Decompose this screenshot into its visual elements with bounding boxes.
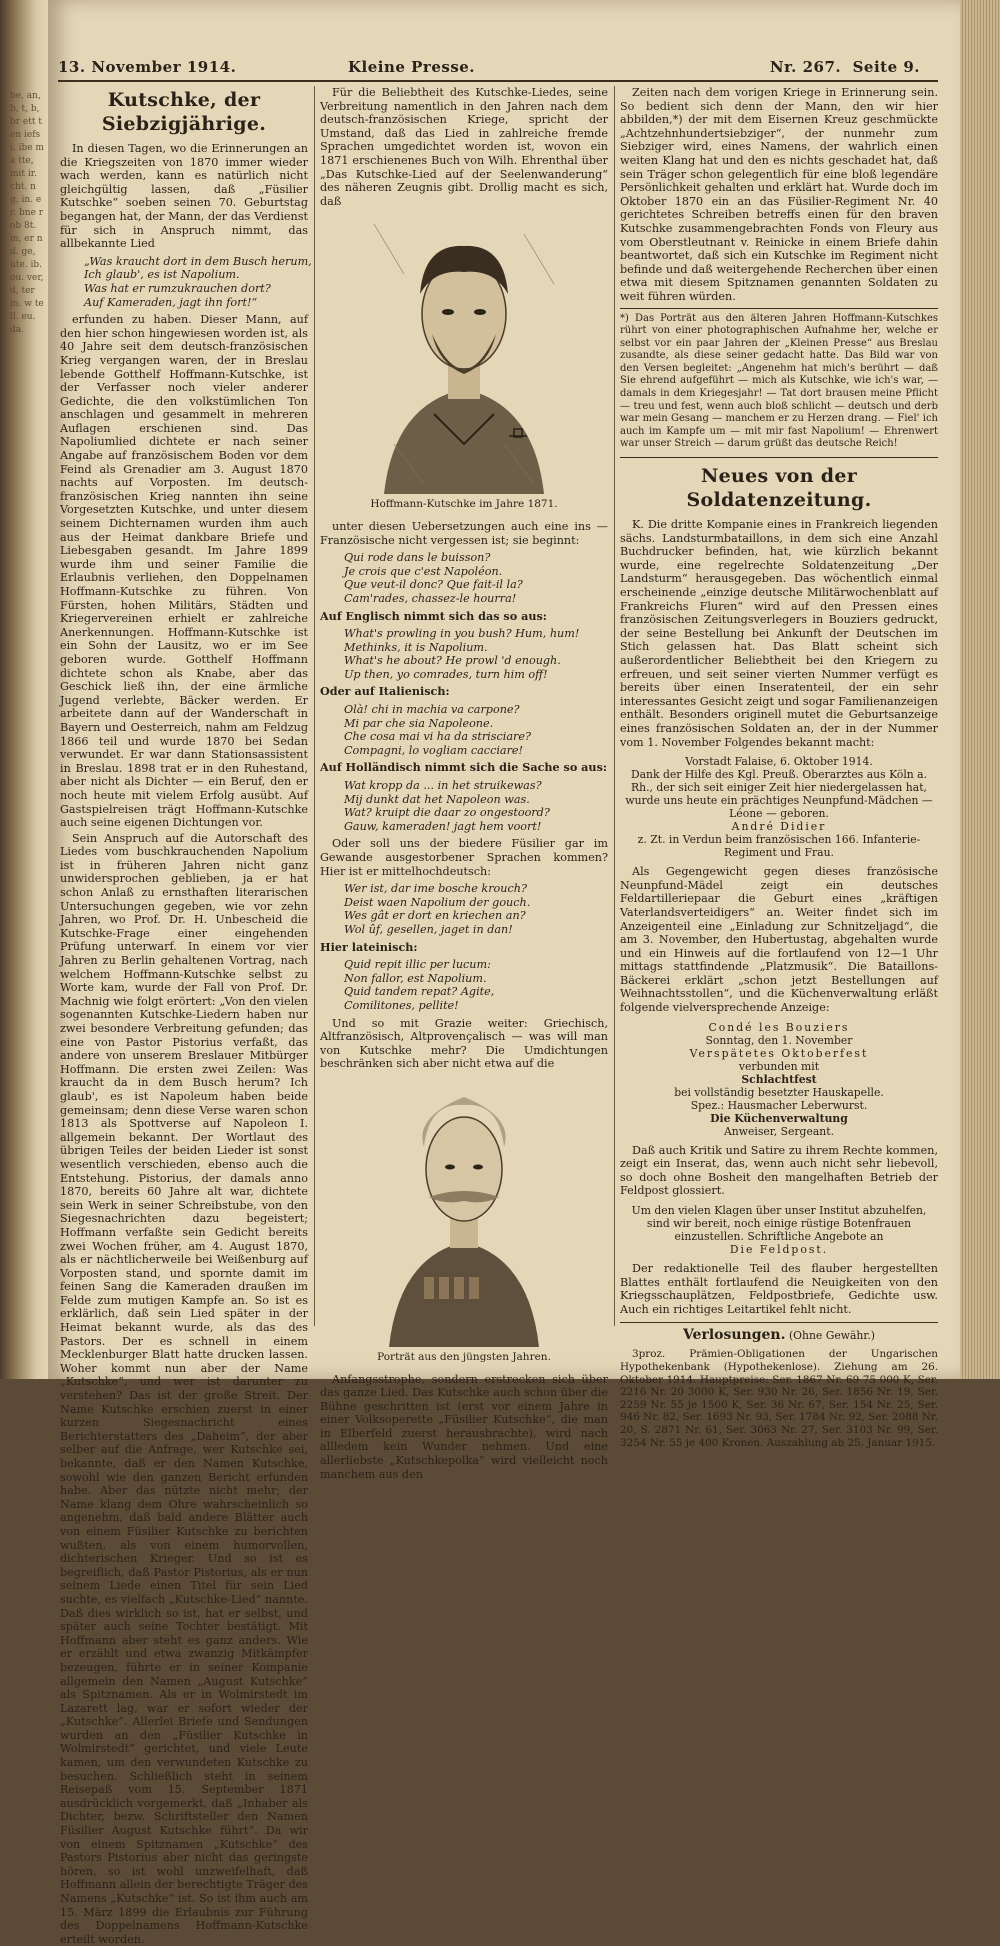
paragraph: erfunden zu haben. Dieser Mann, auf den hier schon hingewiesen worden ist, als 40 Jahre seit dem deutsch-französischen Krieg vergangen waren, der in Breslau lebende Gotthelf Hoffmann-Kutschke, ist der Verfasser noch vieler anderer Gedichte, die den volkstümlichen Ton anschlagen und gesammelt in mehreren Auflagen erschienen sind. Das Napoliumlied dichtete er nach seiner Angabe auf französischem Boden vor dem Feind als Grenadier am 3. August 1870 nachts auf Vorposten. Im deutsch-französischen Krieg nannten ihn seine Vorgesetzten Kutschke, und unter diesem seinem Dichternamen wurden ihm auch aus der Heimat dankbare Briefe und Liebesgaben gesandt. Im Jahre 1899 wurde ihm und seiner Familie die Erlaubnis verliehen, den Doppelnamen Hoffmann-Kutschke zu führen. Von Fürsten, hohen Militärs, Städten und Kriegervereinen erhielt er zahlreiche Anerkennungen. Hoffmann-Kutschke ist ein Sohn der Lausitz, wo er im See geboren wurde. Gotthelf Hoffmann dichtete schon als Knabe, aber das Geschick ließ ihn, der eine ärmliche Jugend verlebte, Bäcker werden. Er arbeitete dann auf der Wanderschaft in Bayern und Oesterreich, nahm am Feldzug 1866 teil und wurde 1870 bei Sedan verwundet. Er war dann Stationsassistent in Breslau. 1898 trat er in den Ruhestand, aber nicht als Dichter — ein Beruf, den er noch heute mit vielem Erfolg ausübt. Auf Gastspielreisen trägt Hoffmann-Kutschke auch seine eigenen Dichtungen vor. [60, 313, 308, 830]
portrait-caption: Porträt aus den jüngsten Jahren. [377, 1350, 551, 1363]
paragraph: Zeiten nach dem vorigen Kriege in Erinnerung sein. So bedient sich denn der Mann, den wir hier abbilden,*) der mit dem Eisernen Kreuz geschmückte „Achtzehnhundertsiebziger“, der nunmehr zum Siebziger wird, eines Namens, der wahrlich einen weiten Klang hat und den es nichts geschadet hat, daß sein Träger schon gelegentlich für eine bloß legendäre Persönlichkeit gehalten und erklärt hat. Wurde doch im Oktober 1870 ein an das Füsilier-Regiment Nr. 40 gerichtetes Schreiben betreffs einen für den braven Kutschke zusammengebrachten Fonds von Fleury aus vom Oberstleutnant v. Reinicke in einem Briefe dahin beantwortet, daß sich ein Kutschke im Regiment nicht befinde und daß weitergehende Recherchen über einen etwa mit diesem Spitznamen genannten Soldaten zu weit führen würden. [620, 86, 938, 303]
language-label: Auf Englisch nimmt sich das so aus: [320, 608, 547, 623]
footnote: *) Das Porträt aus den älteren Jahren Hoffmann-Kutschkes rührt von einer photographischen Aufnahme her, welche er selbst vor ein paar Jahren der „Kleinen Presse“ aus Breslau zusandte, als diese seiner gedacht hatte. Das Bild war von den Versen begleitet: „Angenehm hat mich's berührt — daß Sie ehrend aufgeführt — mich als Kutschke, wie ich's war, — damals in dem Kriegesjahr! — Tat dort brausen meine Pflicht — treu und fest, wenn auch bloß schlicht — deutsch und derb war mein Gesang — manchem er zu Herzen drang. — Fiel' ich auch im Kampfe um — mit mir fast Napolium! — Ehrenwert war unser Streich — darum grüßt das deutsche Reich! [620, 308, 938, 452]
column-2 [320, 86, 608, 1481]
portrait-young-engraving [364, 214, 564, 494]
paragraph: Daß auch Kritik und Satire zu ihrem Rechte kommen, zeigt ein Inserat, das, wenn auch nicht sehr liebevoll, so doch ohne Bosheit den mangelhaften Betrieb der Feldpost glossiert. [620, 1143, 938, 1198]
header-issue-page: Nr. 267. Seite 9. [769, 58, 920, 76]
verse-french: Qui rode dans le buisson? Je crois que c'est Napoléon. Que veut-il donc? Que fait-il la? Cam'rades, chassez-le hourra! [344, 551, 523, 605]
paragraph: Und so mit Grazie weiter: Griechisch, Altfranzösisch, Altprovençalisch — was will man von Kutschke mehr? Die Umdichtungen beschränken sich aber nicht etwa auf die [320, 1016, 608, 1071]
paragraph: Anfangsstrophe, sondern erstrecken sich über das ganze Lied. Das Kutschke auch schon über die Bühne geschritten ist (erst vor einem Jahre in einer Volksoperette „Füsilier Kutschke“, die man in Elberfeld zuerst herausbrachte), wird nach allledem kein Wunder nehmen. Und eine allerliebste „Kutschkepolka“ wird vielleicht noch manchem aus den [320, 1372, 608, 1481]
column-divider [314, 86, 315, 1326]
verse: „Was kraucht dort in dem Busch herum, Ich glaub', es ist Napolium. Was hat er rumzukrauchen dort? Auf Kameraden, jagt ihn fort!“ [84, 254, 312, 309]
header-rule [58, 80, 938, 82]
language-label: Oder auf Italienisch: [320, 684, 450, 699]
lottery-heading: Verlosungen. (Ohne Gewähr.) [682, 1327, 875, 1344]
paragraph: K. Die dritte Kompanie eines in Frankreich liegenden sächs. Landsturmbataillons, in dem sich eine Anzahl Buchdrucker befinden, hat, wie kürzlich bekannt wurde, eine regelrechte Soldatenzeitung „Der Landsturm“ herausgegeben. Das wöchentlich einmal erscheinende „einzige deutsche Militärwochenblatt auf Frankreichs Fluren“ wird auf den Pressen eines französischen Zeitungsverlegers in Bouziers gedruckt, der seine Bestellung bei Ankunft der Deutschen im Stich gelassen hat. Das Blatt scheint sich außerordentlicher Beliebtheit bei den Kriegern zu erfreuen, und seit seiner vierten Nummer verfügt es bereits über einen Inseratenteil, der ein sehr interessantes Gesicht zeigt und sogar Familienanzeigen enthält. Besonders originell mutet die Geburtsanzeige eines französischen Soldaten an, der in der Nummer vom 1. November Folgendes bekannt macht: [620, 518, 938, 749]
verse-dutch: Wat kropp da ... in het struikewas? Mij dunkt dat het Napoleon was. Wat? kruipt die daar zo ongestoord? Gauw, kameraden! jagt hem voort! [344, 779, 550, 833]
paragraph: In diesen Tagen, wo die Erinnerungen an die Kriegszeiten von 1870 immer wieder wach werden, kann es natürlich nicht gleichgültig lassen, daß „Füsilier Kutschke“ soeben seinen 70. Geburtstag begangen hat, der Mann, der das Verdienst für sich in Anspruch nimmt, das allbekannte Lied [60, 142, 308, 251]
paragraph: Sein Anspruch auf die Autorschaft des Liedes vom buschkrauchenden Napolium ist in früheren Jahren nicht ganz unwidersprochen geblieben, ja er hat schon Anlaß zu ernsthaften literarischen Untersuchungen gegeben, wie vor zehn Jahren, wo Prof. Dr. H. Unbescheid die Kutschke-Frage einer eingehenden Prüfung unterwarf. In einem vor vier Jahren zu Berlin gehaltenen Vortrag, nach welchem Hoffmann-Kutschke selbst zu Worte kam, wurde der Fall von Prof. Dr. Machnig wie folgt erörtert: „Von den vielen sogenannten Kutschke-Liedern haben nur zwei besondere Verbreitung gefunden; das eine von Pastor Pistorius verfaßt, das andere von unserem Breslauer Mitbürger Hoffmann. Die ersten zwei Zeilen: Was kraucht da in dem Busch herum? Ich glaub', es ist Napoleum haben beide gemeinsam; denn diese Verse waren schon 1813 als Spottverse auf Napoleon I. allgemein bekannt. Der Wortlaut des übrigen Teiles der beiden Lieder ist sonst wesentlich verschieden, ebenso auch die Entstehung. Pistorius, der damals anno 1870, bereits 60 Jahre alt war, dichtete sein Werk in seiner Schreibstube, von den Siegesnachrichten dazu begeistert; Hoffmann verfaßte sein Gedicht bereits zwei Wochen früher, am 4. August 1870, als er nächtlicherweile bei Weißenburg auf Vorposten stand, und spornte damit im feinen Sang die Kameraden draußen im Felde zum mutigen Kampfe an. So ist es erklärlich, daß sein Lied später in der Heimat bekannt wurde, als das des Pastors. Der es schnell in einem Mecklenburger Blatt hatte drucken lassen. Woher kommt nun aber der Name „Kutschke“, und wer ist darunter zu verstehen? Das ist der große Streit. Der Name Kutschke erschien zuerst in einer kurzen Siegesnachricht eines Berichterstatters des „Daheim“, der aber selber auf die Anfrage, wer Kutschke sei, bekannte, daß er den Namen Kutschke, sowohl wie den ganzen Bericht erfunden habe. Aber das nützte nicht mehr; der Name klang dem Ohre wahrscheinlich so angenehm, daß bald andere Blätter auch von einem Füsilier Kutschke zu berichten wußten, als von einem humorvollen, dichterischen Krieger. Und so ist es begreiflich, daß Pastor Pistorius, als er nun seinem Liede einen Titel für sein Lied suchte, es vielfach „Kutschke-Lied“ nannte. Daß dies wirklich so ist, hat er selbst, und später auch seine Tochter bestätigt. Mit Hoffmann aber steht es ganz anders. Wie er erzählt und etwa zwanzig Mitkämpfer bezeugen, führte er in seiner Kompanie allgemein den Namen „August Kutschke“ als Spitznamen. Als er in Wolmirstedt im Lazarett lag, war er sofort wieder der „Kutschke“. Allerlei Briefe und Sendungen wurden an den „Füsilier Kutschke in Wolmirstedt“ gerichtet, und viele Leute kamen, um den verwundeten Kutschke zu besuchen. Schließlich steht in seinem Reisepaß vom 15. September 1871 ausdrücklich vorgemerkt, daß „Inhaber als Dichter, bezw. Schriftsteller den Namen Füsilier August Kutschke führt“. Da wir von einem Spitznamen „Kutschke“ des Pastors Pistorius aber nicht das geringste hören, so ist wohl unzweifelhaft, daß Hoffmann allein der berechtigte Träger des Namens „Kutschke“ ist. So ist ihm auch am 15. März 1899 die Erlaubnis zur Führung des Doppelnamens Hoffmann-Kutschke erteilt worden. [60, 831, 308, 1946]
adjacent-page-edge-text: be, an, b, t, b, br ett ten iefsi. ibe ma tte, mit ir. cht. ng. in. er. bne rob 8t. m, er nd. ge, ute. ib. ou. ver, d, ter m. w tell. eu. da. [10, 91, 44, 335]
language-label: Hier lateinisch: [320, 939, 418, 954]
header-paper-name: Kleine Presse. [348, 58, 476, 76]
paragraph: Der redaktionelle Teil des flauber hergestellten Blattes enthält fortlaufend die Neuigkeiten von den Kriegsschauplätzen, Feldpostbriefe, Gedichte usw. Auch ein richtiges Leitartikel fehlt nicht. [620, 1262, 938, 1316]
portrait-old-engraving [374, 1077, 554, 1347]
verse-latin: Quid repit illic per lucum: Non fallor, est Napolium. Quid tandem repat? Agite, Comilitones, pellite! [344, 958, 495, 1012]
header-date: 13. November 1914. [58, 58, 237, 76]
book-spine-left [0, 0, 48, 1379]
article-title: Kutschke, der Siebzigjährige. [101, 89, 267, 135]
paragraph: Oder soll uns der biedere Füsilier gar im Gewande ausgestorbener Sprachen kommen? Hier ist er mittelhochdeutsch: [320, 837, 608, 878]
portrait-caption: Hoffmann-Kutschke im Jahre 1871. [370, 498, 558, 511]
verse-italian: Olà! chi in machia va carpone? Mi par che sia Napoleone. Che cosa mai vi ha da strisciare? Compagni, lo vogliam cacciare! [344, 703, 531, 757]
oktoberfest-announcement: Condé les Bouziers Sonntag, den 1. November Verspätetes Oktoberfest verbunden mit Schlachtfest bei vollständig besetzter Hauskapelle. Spez.: Hausmacher Leberwurst. Die Küchenverwaltung Anweiser, Sergeant. [674, 1020, 884, 1138]
page-header [58, 58, 950, 80]
book-page-edges-right [960, 0, 1000, 1379]
column-1 [60, 86, 312, 1946]
paragraph: unter diesen Uebersetzungen auch eine ins — Französische nicht vergessen ist; sie beginnt: [320, 519, 608, 547]
divider [620, 1322, 938, 1323]
paragraph: Für die Beliebtheit des Kutschke-Liedes, seine Verbreitung namentlich in den Jahren nach dem deutsch-französischen Kriege, spricht der Umstand, daß das Lied in zahlreiche fremde Sprachen umgedichtet worden ist, wovon ein 1871 erschienenes Buch von Wilh. Ehrenthal über „Das Kutschke-Lied auf der Seelenwanderung“ des näheren Zeugnis gibt. Drollig macht es sich, daß [320, 86, 608, 208]
divider [620, 457, 938, 458]
verse-middle-high-german: Wer ist, dar ime bosche krouch? Deist waen Napolium der gouch. Wes gât er dort en kriechen an? Wol ûf, gesellen, jaget in dan! [344, 882, 531, 936]
feldpost-announcement: Um den vielen Klagen über unser Institut abzuhelfen, sind wir bereit, noch einige rüstige Botenfrauen einzustellen. Schriftliche Angebote an Die Feldpost. [631, 1204, 927, 1257]
paragraph: Als Gegengewicht gegen dieses französische Neunpfund-Mädel zeigt ein deutsches Feldartilleriepaar die Geburt eines „kräftigen Vaterlandsverteidigers“ an. Weiter findet sich im Anzeigenteil eine „Einladung zur Schnitzeljagd“, die am 3. November, den Hubertustag, abgehalten wurde und ein Hinweis auf die fortlaufend von 12—1 Uhr mittags stattfindende „Platzmusik“. Die Bataillons-Bäckerei erklärt „schon jetzt Bestellungen auf Weihnachtsstollen“, und die Küchenverwaltung erläßt folgende vielversprechende Anzeige: [620, 865, 938, 1015]
article-title: Neues von der Soldatenzeitung. [686, 465, 872, 512]
column-3 [620, 86, 938, 1449]
newspaper-page [48, 0, 960, 1946]
birth-announcement: Vorstadt Falaise, 6. Oktober 1914. Dank der Hilfe des Kgl. Preuß. Oberarztes aus Köln a. Rh., der sich seit einiger Zeit hier niedergelassen hat, wurde uns heute ein prächtiges Neunpfund-Mädchen — Léone — geboren. André Didier z. Zt. in Verdun beim französischen 166. Infanterie-Regiment und Frau. [625, 755, 933, 860]
lottery-results: 3proz. Prämien-Obligationen der Ungarischen Hypothekenbank (Hypothekenlose). Ziehung am 26. Oktober 1914. Hauptpreise: Ser. 1867 Nr. 69 75 000 K, Ser. 2216 Nr. 20 3000 K, Ser. 930 Nr. 26, Ser. 1856 Nr. 19, Ser. 2259 Nr. 55 je 1500 K, Ser. 36 Nr. 67, Ser. 154 Nr. 25, Ser. 946 Nr. 82, Ser. 1693 Nr. 93, Ser. 1784 Nr. 92, Ser. 2088 Nr. 20, S. 2871 Nr. 61, Ser. 3063 Nr. 27, Ser. 3103 Nr. 99, Ser. 3254 Nr. 55 je 400 Kronen. Auszahlung ab 25. Januar 1915. [620, 1348, 938, 1449]
language-label: Auf Holländisch nimmt sich die Sache so aus: [320, 760, 607, 775]
column-divider [614, 86, 615, 1326]
verse-english: What's prowling in you bush? Hum, hum! Methinks, it is Napolium. What's he about? He prowl 'd enough. Up then, yo comrades, turn him off! [344, 627, 580, 681]
